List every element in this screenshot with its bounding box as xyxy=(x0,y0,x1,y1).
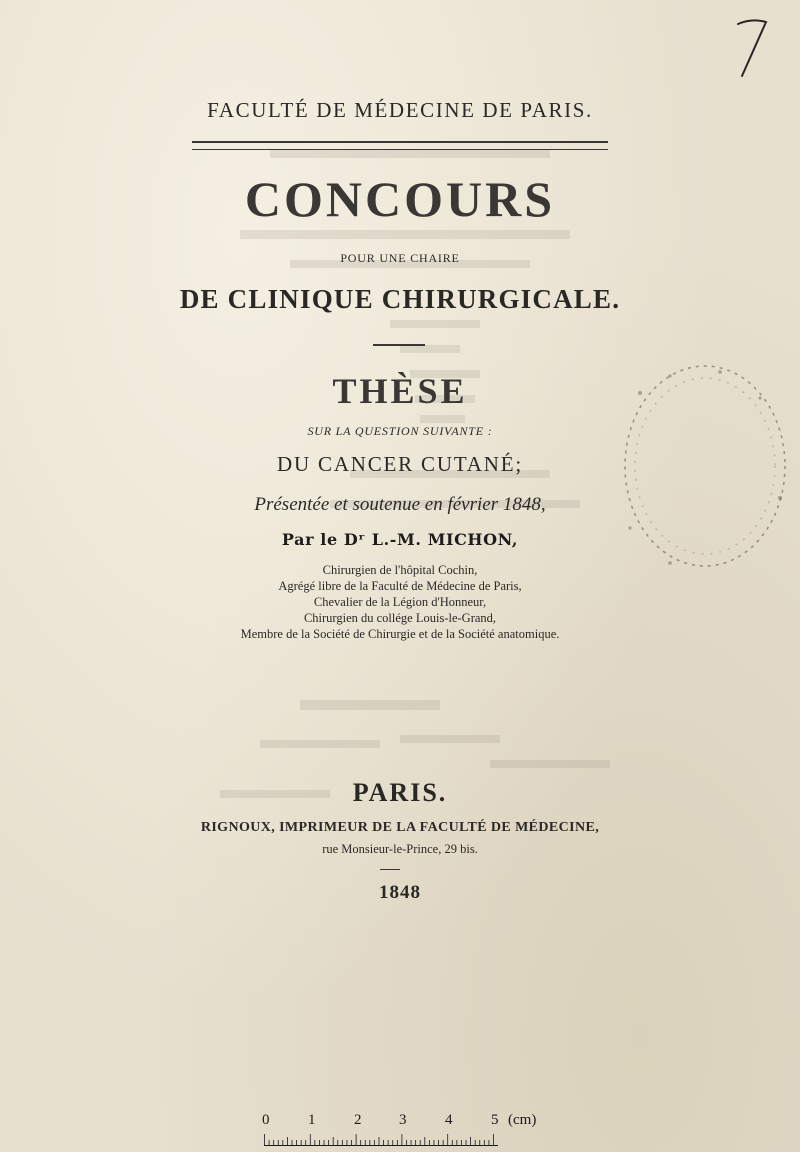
main-title: CONCOURS xyxy=(244,171,556,227)
author-credential: Chevalier de la Légion d'Honneur, xyxy=(313,595,487,609)
scale-bar xyxy=(258,1112,558,1150)
imprint-year: 1848 xyxy=(379,882,421,903)
short-rule xyxy=(373,344,425,346)
bleed-through-texture xyxy=(200,140,620,840)
scale-tick-label: 5 xyxy=(491,1112,499,1128)
scale-tick-label: 0 xyxy=(262,1112,270,1128)
question-intro: SUR LA QUESTION SUIVANTE : xyxy=(307,424,493,438)
imprint-printer: RIGNOUX, IMPRIMEUR DE LA FACULTÉ DE MÉDECINE, xyxy=(200,820,600,835)
author-credential: Agrégé libre de la Faculté de Médecine de Paris, xyxy=(278,579,522,593)
scale-tick-label: 1 xyxy=(308,1112,316,1128)
tiny-rule xyxy=(380,869,400,870)
scale-ruler xyxy=(264,1134,498,1146)
presentation-date: Présentée et soutenue en février 1848, xyxy=(254,494,546,515)
imprint-address: rue Monsieur-le-Prince, 29 bis. xyxy=(322,842,478,856)
subtitle-large: DE CLINIQUE CHIRURGICALE. xyxy=(179,284,621,314)
scale-tick-label: 3 xyxy=(399,1112,407,1128)
scale-tick-label: 2 xyxy=(354,1112,362,1128)
author-credential: Membre de la Société de Chirurgie et de la Société anatomique. xyxy=(240,627,560,641)
faculty-header: FACULTÉ DE MÉDECINE DE PARIS. xyxy=(207,98,593,122)
scale-tick-label: 4 xyxy=(445,1112,453,1128)
imprint-city: PARIS. xyxy=(352,778,448,807)
handwritten-folio-number xyxy=(732,14,772,84)
subtitle-small: POUR UNE CHAIRE xyxy=(340,251,460,265)
author-credential: Chirurgien du collége Louis-le-Grand, xyxy=(303,611,497,625)
library-stamp xyxy=(610,358,790,573)
double-rule xyxy=(192,141,608,150)
thesis-subject: DU CANCER CUTANÉ; xyxy=(277,452,523,476)
scale-unit: (cm) xyxy=(508,1112,537,1128)
thesis-heading: THÈSE xyxy=(332,371,468,411)
author-byline: Par le Dʳ L.-M. MICHON, xyxy=(281,530,519,549)
author-credential: Chirurgien de l'hôpital Cochin, xyxy=(322,563,478,577)
